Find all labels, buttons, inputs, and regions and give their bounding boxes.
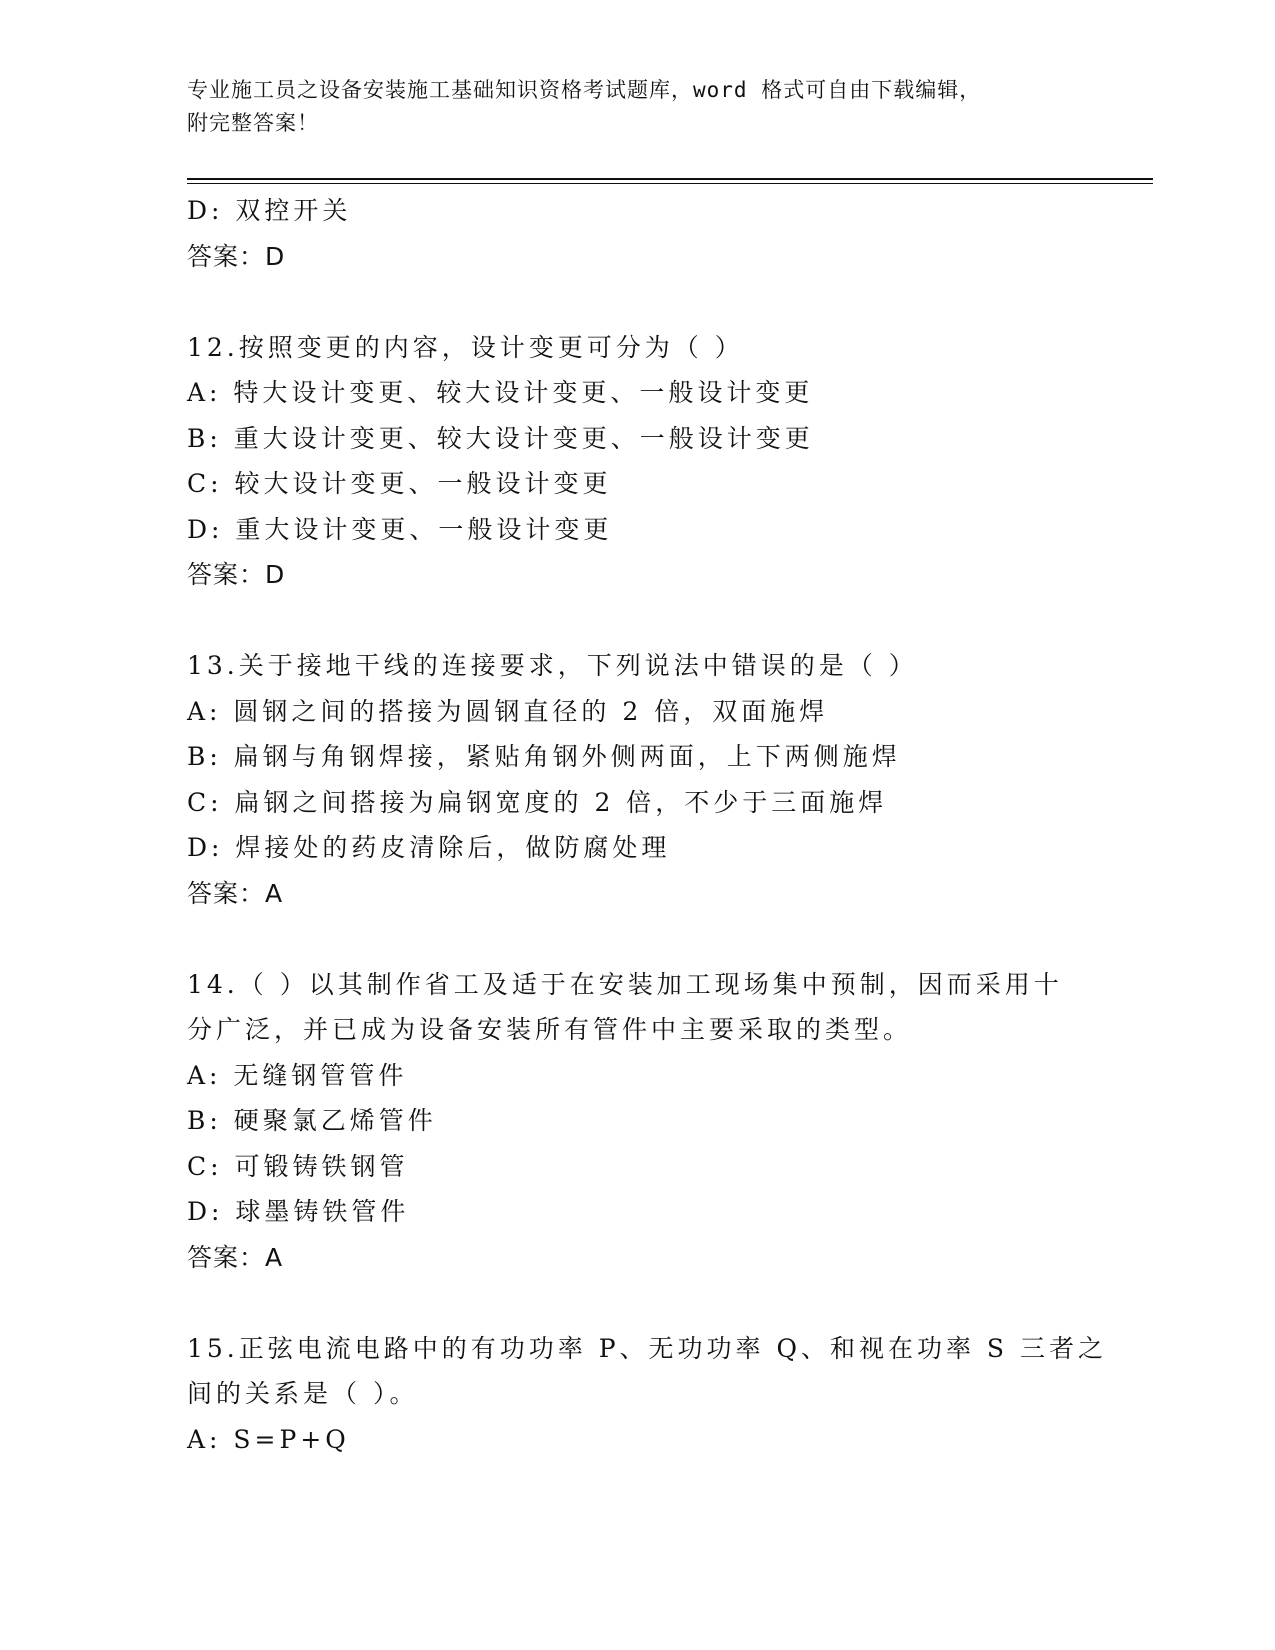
option-b: B: 重大设计变更、较大设计变更、一般设计变更 [187, 423, 814, 453]
question-stem-line-2: 间的关系是（ ）。 [187, 1379, 419, 1408]
question-14 [187, 962, 1067, 1281]
option-c: C: 可锻铸铁钢管 [187, 1151, 409, 1181]
question-stem: 13.关于接地干线的连接要求，下列说法中错误的是（ ） [187, 651, 918, 680]
question-13 [187, 643, 1067, 916]
option-d: D: 重大设计变更、一般设计变更 [187, 514, 613, 544]
question-stem-line-2: 分广泛，并已成为设备安装所有管件中主要采取的类型。 [187, 1015, 913, 1044]
question-15 [187, 1326, 1107, 1463]
answer-line: 答案：D [187, 241, 286, 271]
question-list [187, 188, 1107, 1462]
answer-line: 答案：D [187, 560, 286, 589]
header-rule-thin [187, 183, 1153, 184]
option-a: A: S=P+Q [187, 1424, 350, 1454]
spacer [187, 598, 1067, 644]
option-b: B: 硬聚氯乙烯管件 [187, 1106, 437, 1135]
option-a: A: 圆钢之间的搭接为圆钢直径的 2 倍，双面施焊 [187, 696, 829, 726]
answer-line: 答案：A [187, 1242, 284, 1272]
option-b: B: 扁钢与角钢焊接，紧贴角钢外侧两面，上下两侧施焊 [187, 742, 901, 771]
document-header [187, 74, 1067, 140]
answer-line: 答案：A [187, 878, 284, 908]
header-title-line-2: 附完整答案！ [187, 111, 319, 135]
option-c: C: 扁钢之间搭接为扁钢宽度的 2 倍，不少于三面施焊 [187, 787, 888, 817]
spacer [187, 1280, 1067, 1326]
spacer [187, 916, 1067, 962]
header-title-line-1: 专业施工员之设备安装施工基础知识资格考试题库，word 格式可自由下载编辑， [187, 78, 982, 102]
question-stem: 12.按照变更的内容，设计变更可分为（ ） [187, 332, 744, 362]
option-a: A: 特大设计变更、较大设计变更、一般设计变更 [187, 378, 814, 407]
question-11-tail [187, 188, 1067, 279]
option-a: A: 无缝钢管管件 [187, 1060, 408, 1090]
option-d: D: 焊接处的药皮清除后，做防腐处理 [187, 833, 671, 862]
header-rule-thick [187, 178, 1153, 180]
question-stem-line-1: 14.（ ）以其制作省工及适于在安装加工现场集中预制，因而采用十 [187, 969, 1063, 999]
question-12 [187, 325, 1067, 598]
question-stem-line-1: 15.正弦电流电路中的有功功率 P、无功功率 Q、和视在功率 S 三者之 [187, 1333, 1107, 1363]
option-d: D: 双控开关 [187, 196, 352, 225]
option-c: C: 较大设计变更、一般设计变更 [187, 469, 612, 498]
option-d: D: 球墨铸铁管件 [187, 1197, 410, 1226]
spacer [187, 279, 1067, 325]
